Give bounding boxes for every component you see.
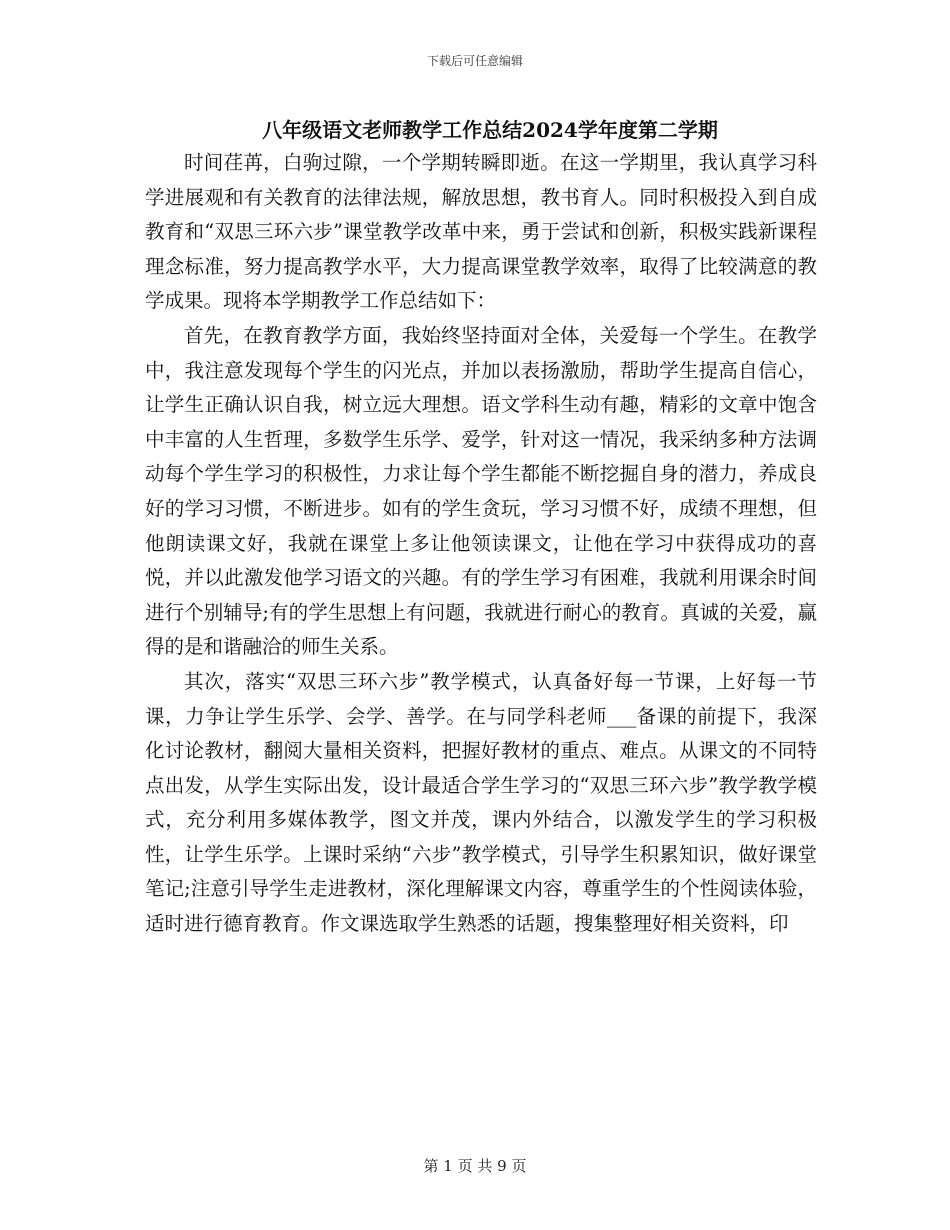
document-body (145, 146, 817, 942)
paragraph: 首先，在教育教学方面，我始终坚持面对全体，关爱每一个学生。在教学中，我注意发现每个学生的闪光点，并加以表扬激励，帮助学生提高自信心，让学生正确认识自我，树立远大理想。语文学科生动有趣，精彩的文章中饱含中丰富的人生哲理，多数学生乐学、爱学，针对这一情况，我采纳多种方法调动每个学生学习的积极性，力求让每个学生都能不断挖掘自身的潜力，养成良好的学习习惯，不断进步。如有的学生贪玩，学习习惯不好，成绩不理想，但他朗读课文好，我就在课堂上多让他领读课文，让他在学习中获得成功的喜悦，并以此激发他学习语文的兴趣。有的学生学习有困难，我就利用课余时间进行个别辅导;有的学生思想上有问题，我就进行耐心的教育。真诚的关爱，赢得的是和谐融洽的师生关系。 (145, 323, 817, 659)
page-indicator: 第 1 页 共 9 页 (423, 1157, 527, 1175)
paragraph: 其次，落实“双思三环六步”教学模式，认真备好每一节课，上好每一节课，力争让学生乐学、会学、善学。在与同学科老师___备课的前提下，我深化讨论教材，翻阅大量相关资料，把握好教材的重点、难点。从课文的不同特点出发，从学生实际出发，设计最适合学生学习的“双思三环六步”教学教学模式，充分利用多媒体教学，图文并茂，课内外结合，以激发学生的学习积极性，让学生乐学。上课时采纳“六步”教学模式，引导学生积累知识，做好课堂笔记;注意引导学生走进教材，深化理解课文内容，尊重学生的个性阅读体验，适时进行德育教育。作文课选取学生熟悉的话题，搜集整理好相关资料，印 (145, 669, 817, 936)
paragraph: 时间荏苒，白驹过隙，一个学期转瞬即逝。在这一学期里，我认真学习科学进展观和有关教育的法律法规，解放思想，教书育人。同时积极投入到自成教育和“双思三环六步”课堂教学改革中来，勇于尝试和创新，积极实践新课程理念标准，努力提高教学水平，大力提高课堂教学效率，取得了比较满意的教学成果。现将本学期教学工作总结如下： (145, 151, 817, 313)
document-title: 八年级语文老师教学工作总结2024学年度第二学期 (262, 118, 718, 142)
header-note: 下载后可任意编辑 (426, 54, 523, 68)
